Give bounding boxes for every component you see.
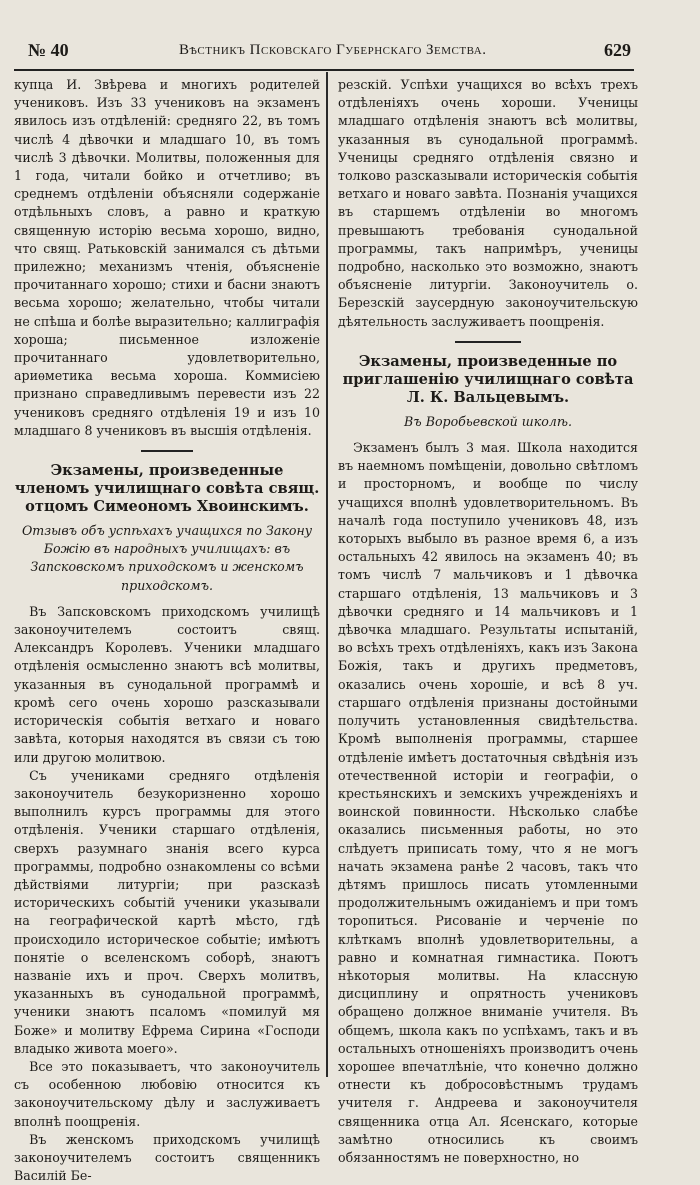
paragraph: Съ учениками средняго отдѣленія законоучитель безукоризненно хорошо выполнилъ курсъ программы для этого отдѣленія. Ученики старшаго отдѣленія, сверхъ разумнаго знанія всего курса программы, подробно ознакомлены со всѣми дѣйствіями литургіи; при разсказѣ историческихъ событій ученики указывали на географической картѣ мѣсто, гдѣ происходило историческое событіе; имѣютъ понятіе о вселенскомъ соборѣ, знаютъ названіе ихъ и проч. Сверхъ молитвъ, указанныхъ въ сунодальной программѣ, ученики знаютъ псаломъ «помилуй мя Боже» и молитву Ефрема Сирина «Господи владыко живота моего». [14, 767, 320, 1056]
header-rule [14, 69, 634, 71]
section-rule [455, 341, 521, 343]
page-number-right: 629 [604, 40, 631, 60]
paragraph: Все это показываетъ, что законоучитель съ особенною любовію относится къ законоучительскому дѣлу и заслуживаетъ вполнѣ поощренія. [14, 1058, 320, 1129]
paragraph: резскій. Успѣхи учащихся во всѣхъ трехъ отдѣленіяхъ очень хороши. Ученицы младшаго отдѣленія знаютъ всѣ молитвы, указанныя въ сунодальной программѣ. Ученицы средняго отдѣленія связно и толково разсказывали историческія событія ветхаго и новаго завѣта. Познанія учащихся въ старшемъ отдѣленіи во многомъ превышаютъ требованія сунодальной программы, такъ напримѣръ, ученицы подробно, насколько это возможно, знаютъ объясненіе литургіи. Законоучитель о. Березскій заусердную законоучительскую дѣятельность заслуживаетъ поощренія. [338, 77, 638, 329]
column-divider [326, 72, 328, 1077]
left-column [14, 76, 320, 1185]
section-heading: Экзамены, произведенные по приглашенію училищнаго совѣта Л. К. Вальцевымъ. [342, 352, 634, 406]
paragraph: Въ Запсковскомъ приходскомъ училищѣ законоучителемъ состоитъ свящ. Александръ Королевъ. Ученики младшаго отдѣленія осмысленно знаютъ всѣ молитвы, указанныя въ сунодальной программѣ и кромѣ сего очень хорошо разсказывали историческія событія ветхаго и новаго завѣта, которыя находятся въ связи съ тою или другою молитвою. [14, 603, 320, 765]
section-subheading: Отзывъ объ успѣхахъ учащихся по Закону Божію въ народныхъ училищахъ: въ Запсковскомъ приходскомъ и женскомъ приходскомъ. [21, 523, 313, 593]
right-column [338, 76, 638, 1167]
page-header [14, 30, 634, 70]
paragraph: купца И. Звѣрева и многихъ родителей учениковъ. Изъ 33 учениковъ на экзаменъ явилось изъ отдѣленій: средняго 22, въ томъ числѣ 4 дѣвочки и младшаго 10, въ томъ числѣ 3 дѣвочки. Молитвы, положенныя для 1 года, читали бойко и отчетливо; въ среднемъ отдѣленіи объясняли содержаніе отдѣльныхъ словъ, а равно и краткую священную исторію весьма хорошо, видно, что свящ. Ратьковскій занимался съ дѣтьми прилежно; механизмъ чтенія, объясненіе прочитаннаго хорошо; стихи и басни знаютъ весьма хорошо; желательно, чтобы читали не спѣша и болѣе выразительно; каллиграфія хороша; письменное изложеніе прочитаннаго удовлетворительно, ариѳметика весьма хороша. Коммисіею признано справедливымъ перевести изъ 22 учениковъ средняго отдѣленія 19 и изъ 10 младшаго 8 учениковъ въ высшія отдѣленія. [14, 77, 320, 438]
page-number-left: № 40 [28, 40, 69, 60]
section-rule [141, 450, 193, 452]
section-heading: Экзамены, произведенные членомъ училищнаго совѣта свящ. отцомъ Симеономъ Хвоинскимъ. [14, 462, 320, 516]
paragraph: Въ женскомъ приходскомъ училищѣ законоучителемъ состоитъ священникъ Василій Бе- [14, 1131, 320, 1184]
journal-title: Вѣстникъ Псковскаго Губернскаго Земства. [179, 42, 487, 58]
section-subheading: Въ Воробьевской школѣ. [404, 413, 572, 429]
paragraph: Экзаменъ былъ 3 мая. Школа находится въ наемномъ помѣщеніи, довольно свѣтломъ и просторномъ, и вообще по числу учащихся вполнѣ удовлетворительномъ. Въ началѣ года поступило учениковъ 48, изъ которыхъ выбыло въ разное время 6, а изъ остальныхъ 42 явилось на экзаменъ 40; въ томъ числѣ 7 мальчиковъ и 1 дѣвочка старшаго отдѣленія, 13 мальчиковъ и 3 дѣвочки средняго и 14 мальчиковъ и 1 дѣвочка младшаго. Результаты испытаній, во всѣхъ трехъ отдѣленіяхъ, какъ изъ Закона Божія, такъ и другихъ предметовъ, оказались очень хорошіе, и всѣ 8 уч. старшаго отдѣленія признаны достойными получить установленныя свидѣтельства. Кромѣ выполненія программы, старшее отдѣленіе имѣетъ достаточныя свѣдѣнія изъ отечественной исторіи и географіи, о крестьянскихъ и земскихъ учрежденіяхъ и воинской повинности. Нѣсколько слабѣе оказались письменныя работы, но это слѣдуетъ приписать тому, что я не могъ начать экзамена ранѣе 2 часовъ, такъ что дѣтямъ пришлось писать утомленными продолжительнымъ ожиданіемъ и при томъ торопиться. Рисованіе и черченіе по клѣткамъ вполнѣ удовлетворительны, а равно и комнатная гимнастика. Поютъ нѣкоторыя молитвы. На классную дисциплину и опрятность учениковъ обращено должное вниманіе учителя. Въ общемъ, школа какъ по успѣхамъ, такъ и въ остальныхъ отношеніяхъ производитъ очень хорошее впечатлѣніе, что конечно должно отнести къ добросовѣстнымъ трудамъ учителя г. Андреева и законоучителя священника отца Ал. Ясенскаго, которые замѣтно относились къ своимъ обязанностямъ не поверхностно, но [338, 440, 638, 1165]
